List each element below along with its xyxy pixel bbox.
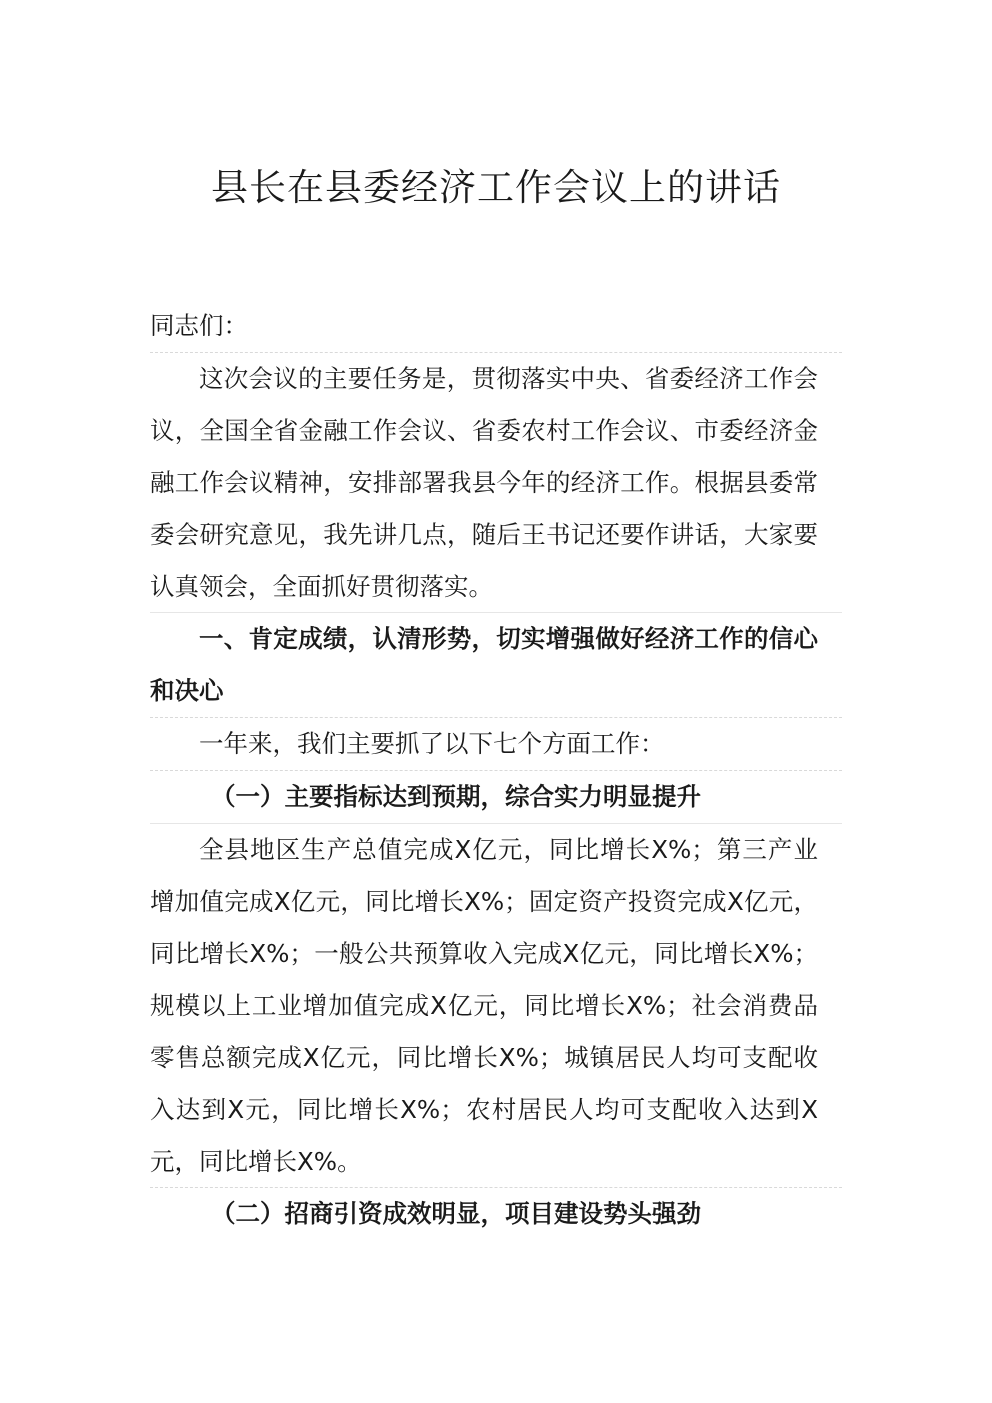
subsection-heading: （一）主要指标达到预期，综合实力明显提升	[211, 782, 701, 812]
salutation: 同志们：	[150, 311, 248, 340]
document-body	[150, 300, 818, 1240]
intro-paragraph: 这次会议的主要任务是，贯彻落实中央、省委经济工作会议，全国全省金融工作会议、省委农村工作会议、市委经济金融工作会议精神，安排部署我县今年的经济工作。根据县委常委会研究意见，我先讲几点，随后王书记还要作讲话，大家要认真领会，全面抓好贯彻落实。	[150, 363, 818, 601]
section-heading: 一、肯定成绩，认清形势，切实增强做好经济工作的信心和决心	[150, 624, 818, 706]
subsection-heading: （二）招商引资成效明显，项目建设势头强劲	[211, 1199, 701, 1229]
body-paragraph: 全县地区生产总值完成X亿元，同比增长X%；第三产业增加值完成X亿元，同比增长X%；固定资产投资完成X亿元，同比增长X%；一般公共预算收入完成X亿元，同比增长X%；规模以上工业增加值完成X亿元，同比增长X%；社会消费品零售总额完成X亿元，同比增长X%；城镇居民人均可支配收入达到X元，同比增长X%；农村居民人均可支配收入达到X元，同比增长X%。	[150, 835, 818, 1176]
page-title: 县长在县委经济工作会议上的讲话	[211, 166, 781, 209]
section-lead-paragraph: 一年来，我们主要抓了以下七个方面工作：	[199, 729, 665, 759]
